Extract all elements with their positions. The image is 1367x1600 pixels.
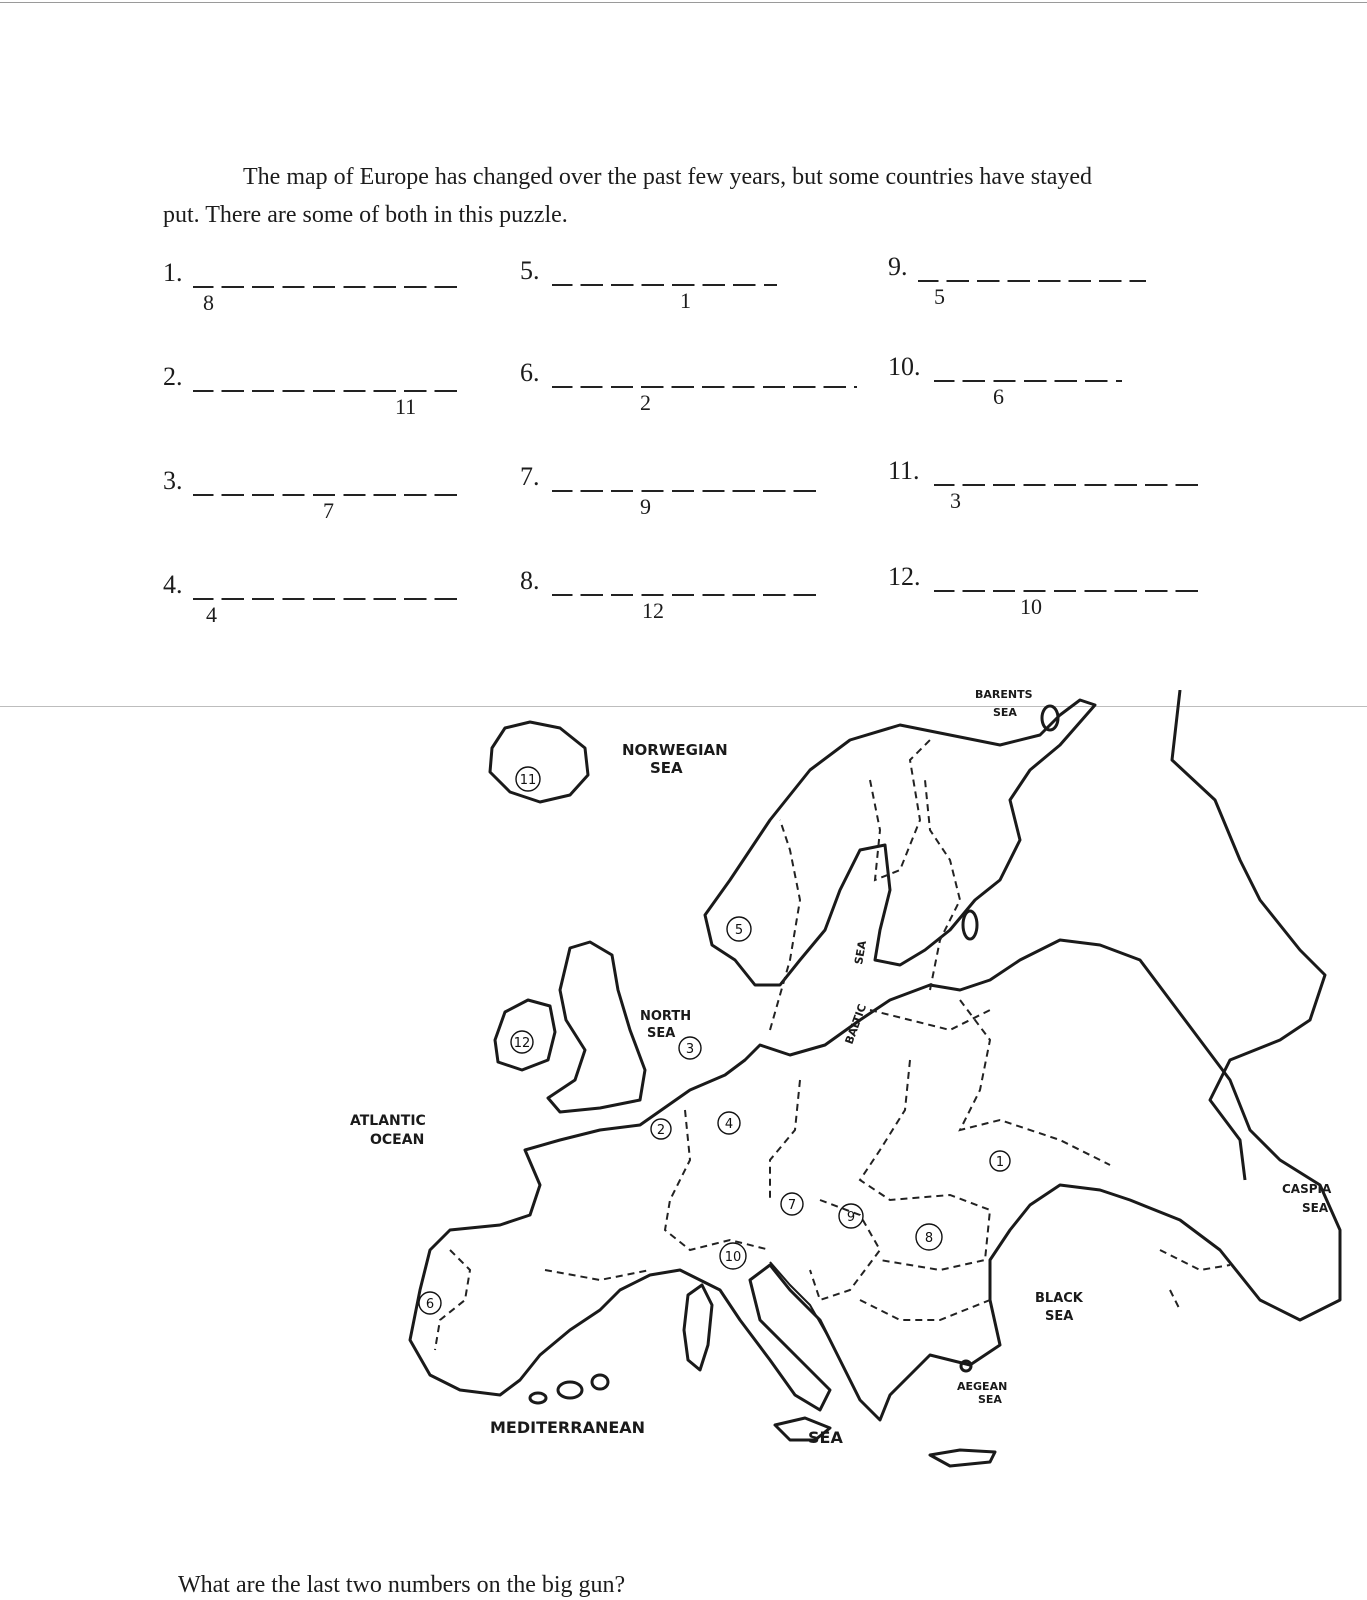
country-marker-number: 6 bbox=[425, 1297, 435, 1312]
island bbox=[961, 1361, 971, 1371]
border bbox=[770, 1080, 800, 1200]
blank-number: 10. bbox=[888, 352, 921, 381]
blank-clue: 2 bbox=[640, 390, 651, 415]
country-marker-number: 9 bbox=[846, 1210, 856, 1225]
blank-3[interactable] bbox=[163, 466, 463, 526]
blank-clue: 7 bbox=[323, 498, 334, 523]
ireland-outline bbox=[495, 1000, 555, 1070]
blank-10[interactable] bbox=[888, 352, 1133, 412]
border bbox=[770, 820, 800, 1030]
country-marker-number: 4 bbox=[724, 1117, 734, 1132]
blank-number: 6. bbox=[520, 358, 540, 387]
intro-line-1: The map of Europe has changed over the past few years, but some countries have stayed bbox=[243, 164, 1093, 190]
blank-number: 12. bbox=[888, 562, 921, 591]
europe-map bbox=[280, 690, 1367, 1490]
border bbox=[870, 1010, 990, 1030]
answer-dashes[interactable] bbox=[193, 598, 458, 600]
barents-sea-label-2: SEA bbox=[993, 706, 1017, 719]
iceland-outline bbox=[490, 722, 588, 802]
island bbox=[963, 911, 977, 939]
intro-line-2: put. There are some of both in this puzzle. bbox=[163, 202, 568, 228]
blank-number: 7. bbox=[520, 462, 540, 491]
border bbox=[665, 1110, 770, 1250]
border bbox=[810, 1200, 880, 1300]
answer-dashes[interactable] bbox=[934, 380, 1122, 382]
blank-number: 5. bbox=[520, 256, 540, 285]
atlantic-ocean-label: ATLANTIC bbox=[350, 1113, 426, 1129]
island bbox=[592, 1375, 608, 1389]
answer-dashes[interactable] bbox=[193, 286, 458, 288]
country-marker-number: 12 bbox=[513, 1036, 531, 1051]
blank-clue: 10 bbox=[1020, 594, 1042, 619]
aegean-sea-label-2: SEA bbox=[978, 1393, 1002, 1406]
answer-dashes[interactable] bbox=[193, 494, 458, 496]
norwegian-sea-label: NORWEGIAN bbox=[622, 741, 728, 759]
baltic-sea-label-2: SEA bbox=[852, 939, 870, 966]
border bbox=[545, 1270, 650, 1280]
blank-7[interactable] bbox=[520, 462, 825, 522]
country-marker-number: 3 bbox=[685, 1042, 695, 1057]
atlantic-ocean-label-2: OCEAN bbox=[370, 1132, 425, 1148]
blank-9[interactable] bbox=[888, 252, 1158, 312]
blank-6[interactable] bbox=[520, 358, 865, 418]
blank-11[interactable] bbox=[888, 456, 1208, 516]
country-marker-number: 1 bbox=[995, 1155, 1005, 1170]
scandinavia-outline bbox=[705, 700, 1095, 985]
blank-number: 1. bbox=[163, 258, 183, 287]
country-marker-number: 2 bbox=[656, 1123, 666, 1138]
mediterranean-sea-label: MEDITERRANEAN bbox=[490, 1418, 646, 1437]
black-sea-label-2: SEA bbox=[1045, 1309, 1074, 1324]
blank-clue: 9 bbox=[640, 494, 651, 519]
country-marker-number: 11 bbox=[519, 773, 537, 788]
blank-number: 8. bbox=[520, 566, 540, 595]
blank-4[interactable] bbox=[163, 570, 463, 630]
blank-clue: 4 bbox=[206, 602, 217, 627]
blank-clue: 5 bbox=[934, 284, 945, 309]
blank-clue: 1 bbox=[680, 288, 691, 313]
border bbox=[870, 740, 930, 880]
island bbox=[530, 1393, 546, 1403]
country-marker-number: 7 bbox=[787, 1198, 797, 1213]
answer-dashes[interactable] bbox=[193, 390, 458, 392]
blank-number: 11. bbox=[888, 456, 920, 485]
blank-clue: 12 bbox=[642, 598, 664, 623]
blank-1[interactable] bbox=[163, 258, 463, 318]
sea-label: SEA bbox=[808, 1428, 843, 1447]
norwegian-sea-label-2: SEA bbox=[650, 759, 683, 777]
sardinia-outline bbox=[684, 1285, 712, 1370]
bottom-question: What are the last two numbers on the big gun? bbox=[178, 1572, 626, 1598]
blank-clue: 6 bbox=[993, 384, 1004, 409]
answer-dashes[interactable] bbox=[552, 594, 817, 596]
blank-clue: 11 bbox=[395, 394, 417, 419]
north-sea-label: NORTH bbox=[640, 1009, 692, 1024]
blank-number: 2. bbox=[163, 362, 183, 391]
baltic-sea-label: BALTIC bbox=[842, 1002, 870, 1047]
scan-edge-top bbox=[0, 2, 1367, 3]
country-marker-number: 5 bbox=[734, 923, 744, 938]
answer-dashes[interactable] bbox=[934, 484, 1200, 486]
blank-clue: 8 bbox=[203, 290, 214, 315]
black-sea-label: BLACK bbox=[1035, 1291, 1083, 1306]
blank-12[interactable] bbox=[888, 562, 1208, 622]
blank-clue: 3 bbox=[950, 488, 961, 513]
answer-dashes[interactable] bbox=[552, 284, 777, 286]
answer-dashes[interactable] bbox=[552, 490, 817, 492]
border bbox=[925, 780, 960, 990]
border bbox=[960, 1000, 1110, 1165]
intro-paragraph bbox=[163, 158, 1213, 234]
blank-number: 4. bbox=[163, 570, 183, 599]
blank-2[interactable] bbox=[163, 362, 463, 422]
answer-dashes[interactable] bbox=[934, 590, 1200, 592]
blank-5[interactable] bbox=[520, 256, 790, 316]
island bbox=[558, 1382, 582, 1398]
caspian-sea-label-2: SEA bbox=[1302, 1201, 1329, 1215]
eastern-boundary bbox=[1172, 690, 1325, 1180]
border bbox=[1160, 1250, 1230, 1270]
aegean-sea-label: AEGEAN bbox=[957, 1380, 1008, 1393]
answer-dashes[interactable] bbox=[552, 386, 857, 388]
britain-outline bbox=[548, 942, 645, 1112]
caspian-sea-label: CASPIA bbox=[1282, 1182, 1332, 1196]
border bbox=[1170, 1290, 1180, 1310]
country-marker-number: 8 bbox=[924, 1231, 934, 1246]
answer-dashes[interactable] bbox=[918, 280, 1146, 282]
blank-8[interactable] bbox=[520, 566, 825, 626]
north-sea-label-2: SEA bbox=[647, 1026, 676, 1041]
border bbox=[860, 1300, 990, 1320]
country-marker-number: 10 bbox=[724, 1250, 742, 1265]
barents-sea-label: BARENTS bbox=[975, 690, 1033, 701]
crete-outline bbox=[930, 1450, 995, 1466]
blank-number: 3. bbox=[163, 466, 183, 495]
blank-number: 9. bbox=[888, 252, 908, 281]
